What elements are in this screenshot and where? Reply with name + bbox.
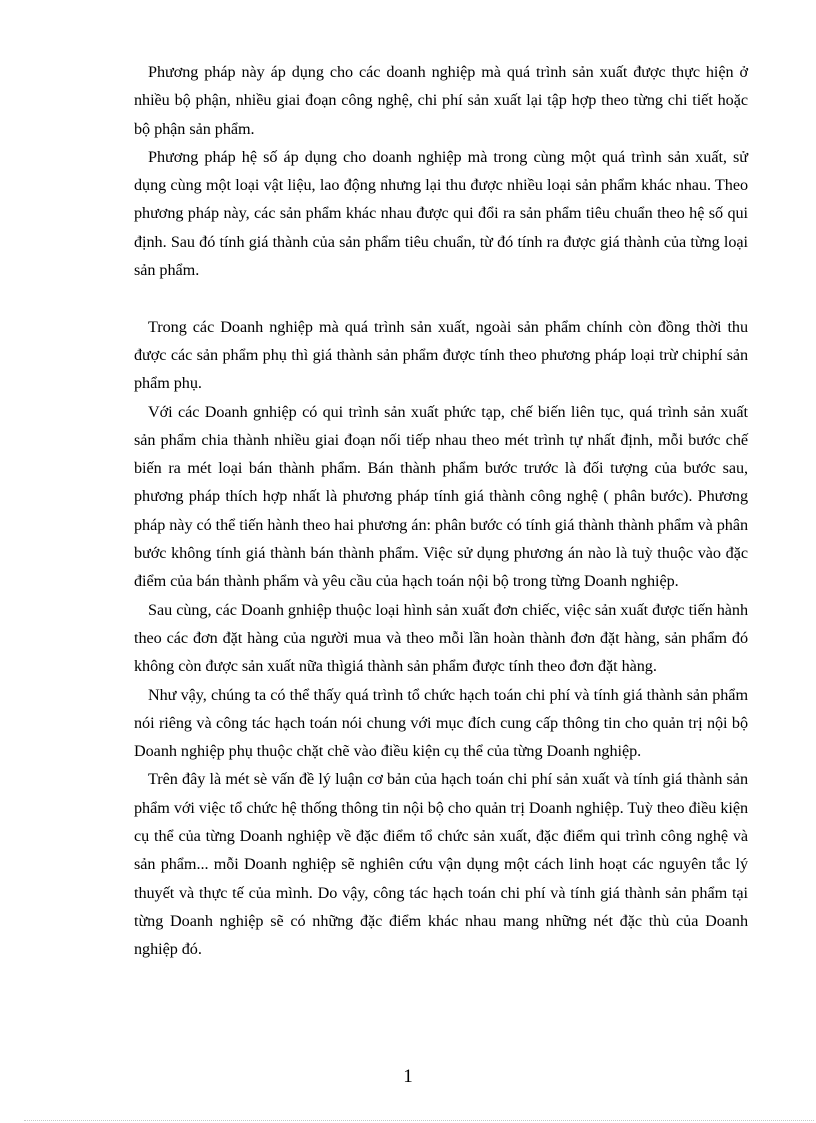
paragraph-1: Phương pháp này áp dụng cho các doanh nghiệp mà quá trình sản xuất được thực hiện ở nhiều bộ phận, nhiều giai đoạn công nghệ, chi phí sản xuất lại tập hợp theo từng chi tiết hoặc bộ phận sản phẩm. <box>134 63 748 138</box>
document-body <box>134 58 748 964</box>
paragraph-7: Trên đây là mét sè vấn đề lý luận cơ bản của hạch toán chi phí sản xuất và tính giá thành sản phẩm với việc tổ chức hệ thống thông tin nội bộ cho quản trị Doanh nghiệp. Tuỳ theo điều kiện cụ thể của từng Doanh nghiệp về đặc điểm tổ chức sản xuất, đặc điểm qui trình công nghệ và sản phẩm... mỗi Doanh nghiệp sẽ nghiên cứu vận dụng một cách linh hoạt các nguyên tắc lý thuyết và thực tế của mình. Do vậy, công tác hạch toán chi phí và tính giá thành sản phẩm tại từng Doanh nghiệp sẽ có những đặc điểm khác nhau mang những nét đặc thù của Doanh nghiệp đó. <box>134 770 748 959</box>
paragraph-5: Sau cùng, các Doanh gnhiệp thuộc loại hình sản xuất đơn chiếc, việc sản xuất được tiến hành theo các đơn đặt hàng của người mua và theo mỗi lần hoàn thành đơn đặt hàng, sản phẩm đó không còn được sản xuất nữa thìgiá thành sản phẩm được tính theo đơn đặt hàng. <box>134 600 748 676</box>
paragraph-2: Phương pháp hệ số áp dụng cho doanh nghiệp mà trong cùng một quá trình sản xuất, sử dụng cùng một loại vật liệu, lao động nhưng lại thu được nhiều loại sản phẩm khác nhau. Theo phương pháp này, các sản phẩm khác nhau được qui đổi ra sản phẩm tiêu chuẩn theo hệ số qui định. Sau đó tính giá thành của sản phẩm tiêu chuẩn, từ đó tính ra được giá thành của từng loại sản phẩm. <box>134 147 748 280</box>
paragraph-spacer <box>134 284 748 312</box>
page-number: 1 <box>403 1066 413 1087</box>
paragraph-4: Với các Doanh gnhiệp có qui trình sản xuất phức tạp, chế biến liên tục, quá trình sản xuất sản phẩm chia thành nhiều giai đoạn nối tiếp nhau theo mét trình tự nhất định, mỗi bước chế biến ra mét loại bán thành phẩm. Bán thành phẩm bước trước là đối tượng của bước sau, phương pháp thích hợp nhất là phương pháp tính giá thành công nghệ ( phân bước). Phương pháp này có thể tiến hành theo hai phương án: phân bước có tính giá thành thành phẩm và phân bước không tính giá thành bán thành phẩm. Việc sử dụng phương án nào là tuỳ thuộc vào đặc điểm của bán thành phẩm và yêu cầu của hạch toán nội bộ trong từng Doanh nghiệp. <box>134 402 749 591</box>
paragraph-3: Trong các Doanh nghiệp mà quá trình sản xuất, ngoài sản phẩm chính còn đồng thời thu được các sản phẩm phụ thì giá thành sản phẩm được tính theo phương pháp loại trừ chiphí sản phẩm phụ. <box>134 317 748 393</box>
footer-divider <box>24 1120 814 1121</box>
paragraph-6: Như vậy, chúng ta có thể thấy quá trình tổ chức hạch toán chi phí và tính giá thành sản phẩm nói riêng và công tác hạch toán nói chung với mục đích cung cấp thông tin cho quản trị nội bộ Doanh nghiệp phụ thuộc chặt chẽ vào điều kiện cụ thể của từng Doanh nghiệp. <box>134 685 748 761</box>
